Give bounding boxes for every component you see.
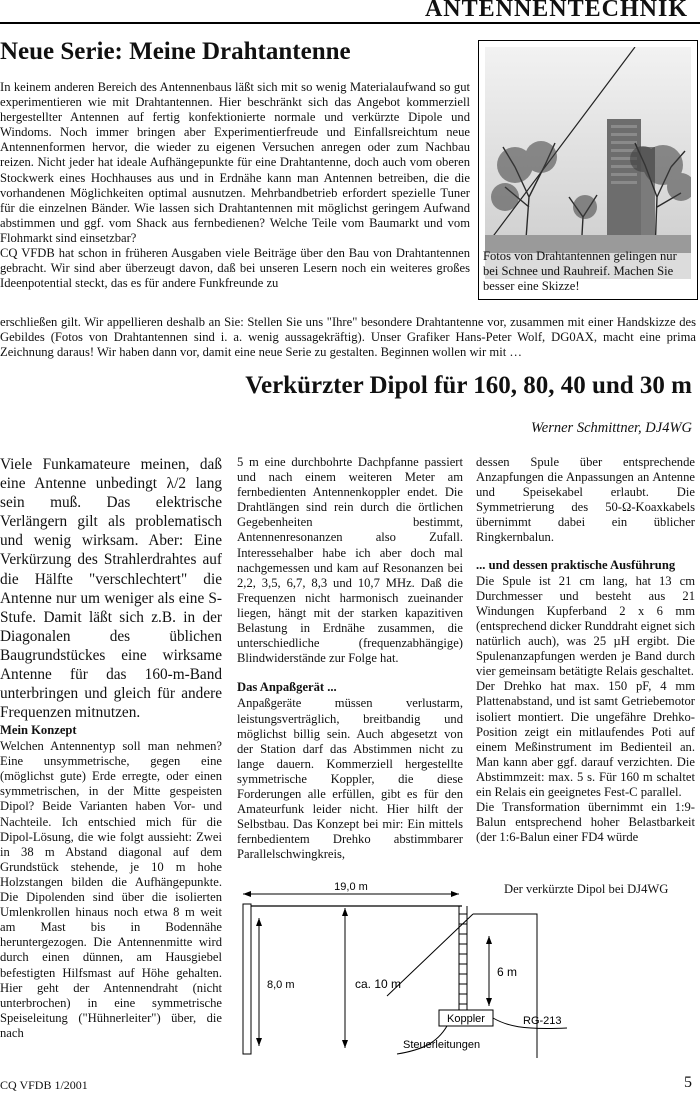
arrow-right-icon [451,891,459,897]
span-label: 19,0 m [334,881,368,893]
diagram-caption: Der verkürzte Dipol bei DJ4WG [504,882,669,896]
control-label: Steuerleitungen [403,1039,481,1051]
photo-illustration [485,47,691,253]
intro-text [0,80,470,291]
left-mast [243,904,251,1054]
paragraph-spule: Die Spule ist 21 cm lang, hat 13 cm Durchmesser und besteht aus 21 Windungen Kupferband 2 x 6 mm (entsprechend dicker Runddraht eignet sich natürlich auch), was 25 µH ergibt. Die Spulenanzapfungen werden je Band durch vier gemeinsam betätigte Relais geschaltet. [476,573,695,679]
column-1-body [0,713,222,1041]
tree-building-photo [485,47,691,279]
intro-paragraph-2: CQ VFDB hat schon in früheren Ausgaben viele Beiträge über den Bau von Drahtantennen gebracht. Wir sind aber überzeugt davon, daß bei unseren Lesern noch ein weiteres großes Ideenpotential steckt, das es für andere Funkfreunde zu [0,246,470,291]
page-number: 5 [684,1074,692,1091]
heading-anpassgeraet: Das Anpaßgerät ... [237,680,337,695]
house-outline [473,914,537,1058]
article-lead: Viele Funkamateure meinen, daß eine Antenne unbedingt λ/2 lang sein muß. Das elektrische Verlängern gilt als problematisch und wenig wirksam. Aber: Eine Verkürzung des Strahlerdrahtes auf die Hälfte "verschlechtert" die Antenne nur um weniger als eine S-Stufe. Damit läßt sich z.B. in der Diagonalen des üblichen Baugrundstückes eine wirksame Antenne für das 160-m-Band unterbringen und gleich für andere Frequenzen mitnutzen. [0,456,222,722]
author-line: Werner Schmittner, DJ4WG [531,420,692,436]
paragraph-resonanzen: 5 m eine durchbohrte Dachpfanne passiert und nach einem weiteren Meter am fernbedienten Antennenkoppler endet. Die Drahtlängen sind rein durch die örtlichen Gegebenheiten bestimmt, Antennenresonanzen also Zufall. Interessehalber habe ich aber doch mal nachgemessen und kam auf Resonanzen bei 2,2, 3,5, 6,7, 8,3 und 10,7 MHz. Daß die Frequenzen nicht harmonisch zueinander liegen, hängt mit der starken kapazitiven Belastung in Erdnähe zusammen, die unterschiedliche (frequenzabhängige) Blindwiderstände zur Folge hat. [237,455,463,666]
intro-paragraph-2-continued: erschließen gilt. Wir appellieren deshalb an Sie: Stellen Sie uns "Ihre" besondere Drahtantenne vor, zusammen mit einer Handskizze des Gebildes (Fotos von Drahtantennen sind i. a. wenig aussagekräftig). Unser Grafiker Hans-Peter Wolf, DG0AX, macht eine prima Zeichnung daraus! Wir haben dann vor, damit eine neue Serie zu gestalten. Beginnen wollen wir mit … [0,315,696,360]
paragraph-anpassgeraet: Anpaßgeräte müssen verlustarm, leistungsverträglich, breitbandig und möglichst billig sein. Auch abgesetzt von der Station darf das Abstimmen nicht zu lange dauern. Kommerziell hergestellte symmetrische Koppler, die diese Forderungen alle erfüllen, gibt es für den Amateurfunk leider nicht. Hier hilft der Selbstbau. Das Konzept bei mir: Ein mittels fernbedientem Drehko abstimmbarer Parallelschwingkreis, [237,696,463,862]
column-2-body [237,455,463,862]
paragraph-konzept: Welchen Antennentyp soll man nehmen? Eine unsymmetrische, gegen eine (möglichst gute) Erde erregte, oder einen symmetrischen, in der Mitte gespeisten Dipol? Beide Varianten haben Vor- und Nachteile. Ich entschied mich für die Dipol-Lösung, die wie folgt aussieht: Zwei in 38 m Abstand diagonal auf dem Grundstück stehende, je 10 m hohe Holzstangen bilden die Aufhängepunkte. Die Dipolenden sind über die isolierten Umlenkrollen hinaus noch etwa 8 m weit am Mast bis in Bodennähe heruntergezogen. Die Antennenmitte wird durch einen dünnen, am Hausgiebel befestigten Hilfsmast auf Höhe gehalten. Hier geht der Antennendraht (nicht unterbrochen) in eine symmetrische Speiseleitung ("Hühnerleiter") über, die nach [0,739,222,1040]
coupler-label: Koppler [447,1013,485,1025]
photo-caption: Fotos von Drahtantennen gelingen nur bei Schnee und Rauhreif. Machen Sie besser eine Skizze! [483,249,677,293]
mast-label: 8,0 m [267,979,295,991]
ladder-label: 6 m [497,965,518,979]
header-rule [0,22,700,24]
paragraph-transformation: Die Transformation übernimmt ein 1:9-Balun entsprechend hoher Belastbarkeit (der 1:6-Balun einer FD4 würde [476,800,695,845]
heading-ausfuehrung: ... und dessen praktische Ausführung [476,557,676,572]
height-label: ca. 10 m [355,977,402,991]
heading-konzept: Mein Konzept [0,723,77,737]
paragraph-spule-balun: dessen Spule über entsprechende Anzapfungen die Anpassungen an Antenne und Speisekabel erlaubt. Die Symmetrierung des 50-Ω-Koaxkabels übernimmt dabei ein üblicher Ringkernbalun. [476,455,695,545]
article-title: Verkürzter Dipol für 160, 80, 40 und 30 m [245,372,692,399]
dipole-diagram [237,878,697,1058]
paragraph-drehko: Der Drehko hat max. 150 pF, 4 mm Plattenabstand, und ist samt Getriebemotor isoliert montiert. Die ungefähre Drehko-Position zeigt ein mitlaufendes Poti auf einem Meßinstrument im Bedienteil an. Man kann aber ggf. darauf verzichten. Die Abstimmzeit: max. 5 s. Für 160 m schaltet ein Relais ein geeignetes Fest-C parallel. [476,679,695,799]
column-3-body [476,455,695,845]
cable-label: RG-213 [523,1015,562,1027]
arrow-left-icon [243,891,251,897]
series-title: Neue Serie: Meine Drahtantenne [0,38,351,65]
section-label: ANTENNENTECHNIK [424,0,688,22]
intro-paragraph-1: In keinem anderen Bereich des Antennenbaus läßt sich mit so wenig Materialaufwand so gut experimentieren wie mit Drahtantennen. Hier beschränkt sich das Angebot kommerziell hergestellter Antennen auf fertig konfektionierte normale und verkürzte Dipole und Windoms. Noch immer bringen aber Experimentierfreude und Einfallsreichtum neue Antennenformen hervor, die wieder zu eigenen Versuchen anregen oder zum Nachbau reizen. Nicht jeder hat ideale Aufhängepunkte für eine Drahtantenne, doch auch vom oberen Stockwerk eines Hochhauses aus und in Erdnähe kann man Antennen betreiben, die die vorhandenen Möglichkeiten optimal ausnutzen. Mehrbandbetrieb erfordert spezielle Tuner für die einzelnen Bänder. Wie lassen sich Drahtantennen mit möglichst geringem Aufwand abstimmen und ggf. vom Shack aus fernbedienen? Welche Teile vom Baumarkt und vom Flohmarkt sind einsetzbar? [0,80,470,245]
footer-issue: CQ VFDB 1/2001 [0,1078,88,1092]
